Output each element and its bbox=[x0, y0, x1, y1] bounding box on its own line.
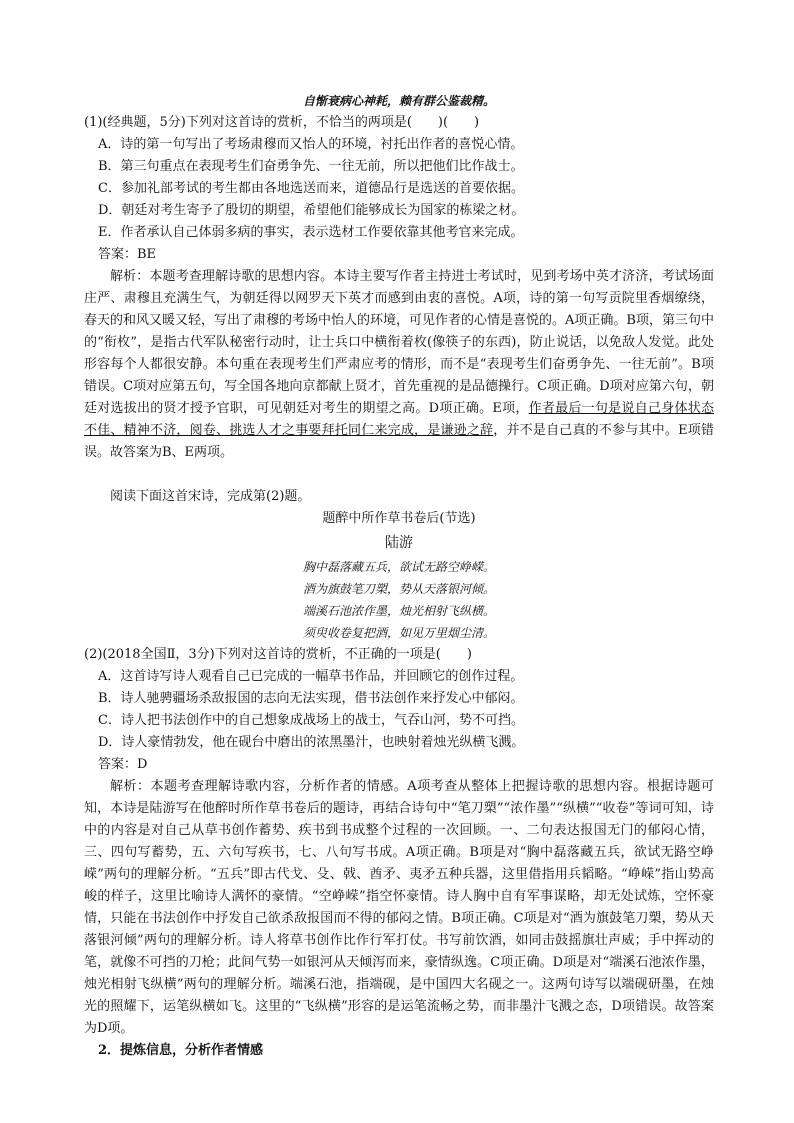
reading-intro: 阅读下面这首宋诗，完成第(2)题。 bbox=[110, 489, 311, 504]
spacer bbox=[84, 464, 714, 486]
question-1-option-e: E．作者承认自己体弱多病的事实，表示选材工作要依靠其他考官来完成。 bbox=[98, 225, 524, 240]
section-heading: 2．提炼信息，分析作者情感 bbox=[98, 1043, 264, 1058]
poem-title: 题醉中所作草书卷后(节选) bbox=[322, 511, 476, 526]
poem-closing-line: 自惭衰病心神耗，赖有群公鉴裁精。 bbox=[302, 94, 495, 108]
analysis-underlined-text: 作者最后一句是说自己身体状态不佳、精神不济，阅卷、挑选人才之事要拜托同仁来完成，是谦逊之辞 bbox=[84, 401, 714, 438]
question-2-option-d: D．诗人豪情勃发，他在砚台中磨出的浓黑墨汁，也映射着烛光纵横飞溅。 bbox=[98, 735, 525, 750]
question-2-stem: (2)(2018全国Ⅱ，3分)下列对这首诗的赏析，不正确的一项是( ) bbox=[84, 647, 472, 662]
question-2-option-b: B．诗人驰骋疆场杀敌报国的志向无法实现，借书法创作来抒发心中郁闷。 bbox=[98, 691, 524, 706]
analysis-tail-text: ，并不是自己真的不参与其中。E项错误。故答案为B、E两项。 bbox=[84, 423, 714, 460]
question-1-answer: 答案：BE bbox=[98, 247, 157, 262]
question-1-option-b: B．第三句重点在表现考生们奋勇争先、一往无前，所以把他们比作战士。 bbox=[98, 159, 524, 174]
question-2-option-a: A．这首诗写诗人观看自己已完成的一幅草书作品，并回顾它的创作过程。 bbox=[98, 669, 524, 684]
question-1-analysis bbox=[84, 266, 714, 464]
question-2-analysis: 解析：本题考查理解诗歌内容，分析作者的情感。A项考查从整体上把握诗歌的思想内容。根据诗题可知，本诗是陆游写在他醉时所作草书卷后的题诗，再结合诗句中“笔刀槊”“浓作墨”“纵横”“收卷”等词可知，诗中的内容是对自己从草书创作蓄势、疾书到书成整个过程的一次回顾。一、二句表达报国无门的郁闷心情，三、四句写蓄势，五、六句写疾书，七、八句写书成。A项正确。B项是对“胸中磊落藏五兵，欲试无路空峥嵘”两句的理解分析。“五兵”即古代戈、殳、戟、酋矛、夷矛五种兵器，这里借指用兵韬略。“峥嵘”指山势高峻的样子，这里比喻诗人满怀的豪情。“空峥嵘”指空怀豪情。诗人胸中自有军事谋略，却无处试炼，空怀豪情，只能在书法创作中抒发自己欲杀敌报国而不得的郁闷之情。B项正确。C项是对“酒为旗鼓笔刀槊，势从天落银河倾”两句的理解分析。诗人将草书创作比作行军打仗。书写前饮酒，如同击鼓摇旗壮声威；手中挥动的笔，就像不可挡的刀枪；此间气势一如银河从天倾泻而来，豪情纵逸。C项正确。D项是对“端溪石池浓作墨，烛光相射飞纵横”两句的理解分析。端溪石池，指端砚，是中国四大名砚之一。这两句诗写以端砚研墨，在烛光的照耀下，运笔纵横如飞。这里的“飞纵横”形容的是运笔流畅之势，而非墨汁飞溅之态，D项错误。故答案为D项。 bbox=[84, 779, 714, 1036]
poem-line-4: 须臾收卷复把酒，如见万里烟尘清。 bbox=[302, 626, 495, 640]
question-2-answer: 答案：D bbox=[98, 757, 148, 772]
question-1-stem: (1)(经典题，5分)下列对这首诗的赏析，不恰当的两项是( )( ) bbox=[84, 115, 480, 130]
document-page bbox=[84, 90, 714, 1062]
question-2-option-c: C．诗人把书法创作中的自己想象成战场上的战士，气吞山河，势不可挡。 bbox=[98, 713, 524, 728]
poem-line-1: 胸中磊落藏五兵，欲试无路空峥嵘。 bbox=[302, 560, 495, 574]
question-1-option-d: D．朝廷对考生寄予了殷切的期望，希望他们能够成长为国家的栋梁之材。 bbox=[98, 203, 525, 218]
question-1-option-c: C．参加礼部考试的考生都由各地选送而来，道德品行是选送的首要依据。 bbox=[98, 181, 524, 196]
question-1-option-a: A．诗的第一句写出了考场肃穆而又怡人的环境，衬托出作者的喜悦心情。 bbox=[98, 137, 524, 152]
analysis-main-text: 解析：本题考查理解诗歌的思想内容。本诗主要写作者主持进士考试时，见到考场中英才济济，考试场面庄严、肃穆且充满生气，为朝廷得以网罗天下英才而感到由衷的喜悦。A项，诗的第一句写贡院里香烟缭绕，春天的和风又暖又轻，写出了肃穆的考场中怡人的环境，可见作者的心情是喜悦的。A项正确。B项，第三句中的“衔枚”，是指古代军队秘密行动时，让士兵口中横衔着枚(像筷子的东西)，防止说话，以免敌人发觉。此处形容每个人都很安静。本句重在表现考生们严肃应考的情形，而不是“表现考生们奋勇争先、一往无前”。B项错误。C项对应第五句，写全国各地向京都献上贤才，首先重视的是品德操行。C项正确。D项对应第六句，朝廷对选拔出的贤才授予官职，可见朝廷对考生的期望之高。D项正确。E项， bbox=[84, 269, 714, 416]
poem-line-2: 酒为旗鼓笔刀槊，势从天落银河倾。 bbox=[302, 582, 495, 596]
poem-line-3: 端溪石池浓作墨，烛光相射飞纵横。 bbox=[302, 604, 495, 618]
poem-author: 陆游 bbox=[385, 535, 413, 551]
